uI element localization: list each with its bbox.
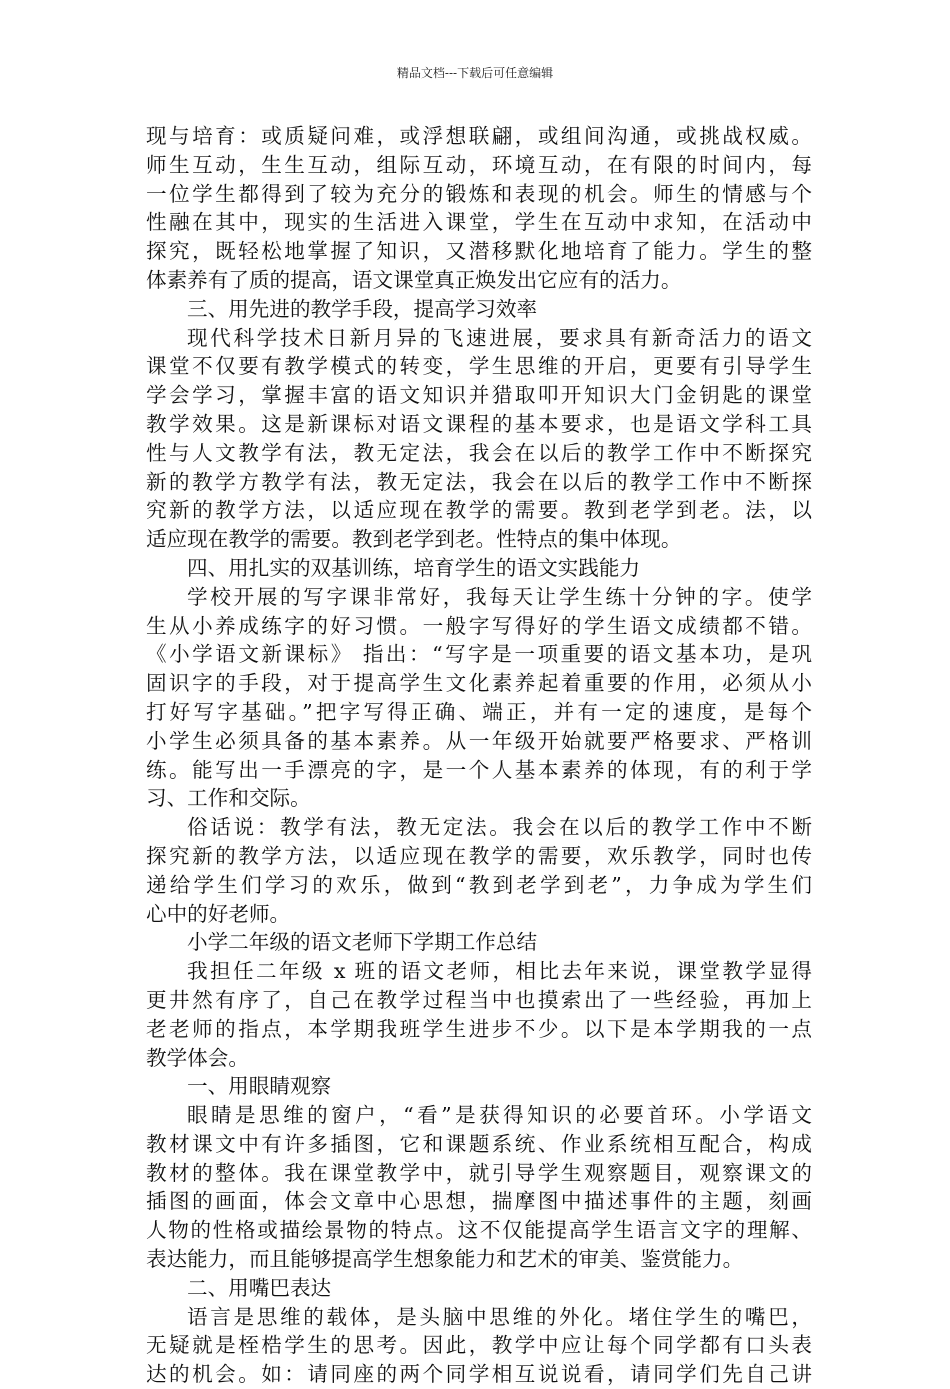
text-line: 表达能力，而且能够提高学生想象能力和艺术的审美、鉴赏能力。 [146,1247,744,1272]
text-line: 练。能写出一手漂亮的字，是一个人基本素养的体现，有的利于学 [146,757,812,782]
text-line: 心中的好老师。 [146,901,291,926]
text-line: 眼睛是思维的窗户，“看”是获得知识的必要首环。小学语文 [187,1103,812,1128]
text-line: 习、工作和交际。 [146,786,311,811]
text-line: 现与培育：或质疑问难，或浮想联翩，或组间沟通，或挑战权威。 [146,124,812,148]
text-line: 老老师的指点，本学期我班学生进步不少。以下是本学期我的一点 [146,1016,812,1041]
text-line: 教材的整体。我在课堂教学中，就引导学生观察题目，观察课文的 [146,1160,812,1185]
text-line: 语言是思维的载体，是头脑中思维的外化。堵住学生的嘴巴， [187,1304,812,1329]
text-line: 二、用嘴巴表达 [187,1275,332,1300]
text-line: 固识字的手段，对于提高学生文化素养起着重要的作用，必须从小 [146,671,812,696]
text-line: 三、用先进的教学手段，提高学习效率 [187,296,538,321]
text-line: 递给学生们学习的欢乐，做到“教到老学到老”，力争成为学生们 [146,872,812,897]
document-body [146,122,812,1389]
text-line: 一、用眼睛观察 [187,1074,332,1099]
text-line: 俗话说：教学有法，教无定法。我会在以后的教学工作中不断 [187,815,812,840]
text-line: 小学二年级的语文老师下学期工作总结 [187,930,538,955]
text-line: 教材课文中有许多插图，它和课题系统、作业系统相互配合，构成 [146,1131,812,1156]
text-line: 达的机会。如：请同座的两个同学相互说说看，请同学们先自己讲 [146,1362,812,1387]
text-line: 教学体会。 [146,1045,249,1070]
text-line: 我担任二年级 x 班的语文老师，相比去年来说，课堂教学显得 [187,959,812,984]
text-line: 学校开展的写字课非常好，我每天让学生练十分钟的字。使学 [187,584,812,609]
page-header: 精品文档---下载后可任意编辑 [396,66,554,80]
text-line: 更井然有序了，自己在教学过程当中也摸索出了一些经验，再加上 [146,987,812,1012]
text-line: 探究，既轻松地掌握了知识，又潜移默化地培育了能力。学生的整 [146,239,812,264]
text-line: 无疑就是桎梏学生的思考。因此，教学中应让每个同学都有口头表 [146,1333,812,1358]
text-line: 插图的画面，体会文章中心思想，揣摩图中描述事件的主题，刻画 [146,1189,812,1214]
text-line: 《小学语文新课标》 指出：“写字是一项重要的语文基本功，是巩 [146,642,812,667]
text-line: 一位学生都得到了较为充分的锻炼和表现的机会。师生的情感与个 [146,181,812,206]
text-line: 小学生必须具备的基本素养。从一年级开始就要严格要求、严格训 [146,728,812,753]
text-line: 课堂不仅要有教学模式的转变，学生思维的开启，更要有引导学生 [146,354,812,379]
text-line: 究新的教学方法，以适应现在教学的需要。教到老学到老。法，以 [146,498,812,523]
text-line: 师生互动，生生互动，组际互动，环境互动，在有限的时间内，每 [146,152,812,177]
text-line: 新的教学方教学有法，教无定法，我会在以后的教学工作中不断探 [146,469,812,494]
text-line: 现代科学技术日新月异的飞速进展，要求具有新奇活力的语文 [187,325,812,350]
text-line: 人物的性格或描绘景物的特点。这不仅能提高学生语言文字的理解、 [146,1218,812,1243]
text-line: 打好写字基础。”把字写得正确、端正，并有一定的速度，是每个 [146,699,812,724]
text-line: 学会学习，掌握丰富的语文知识并猎取叩开知识大门金钥匙的课堂 [146,383,812,408]
text-line: 生从小养成练字的好习惯。一般字写得好的学生语文成绩都不错。 [146,613,812,638]
text-line: 四、用扎实的双基训练，培育学生的语文实践能力 [187,555,641,580]
text-line: 体素养有了质的提高，语文课堂真正焕发出它应有的活力。 [146,267,682,292]
text-line: 探究新的教学方法，以适应现在教学的需要，欢乐教学，同时也传 [146,843,812,868]
text-line: 教学效果。这是新课标对语文课程的基本要求，也是语文学科工具 [146,411,812,436]
text-line: 性与人文教学有法，教无定法，我会在以后的教学工作中不断探究 [146,440,812,465]
text-line: 适应现在教学的需要。教到老学到老。性特点的集中体现。 [146,527,682,552]
text-line: 性融在其中，现实的生活进入课堂，学生在互动中求知，在活动中 [146,210,812,235]
